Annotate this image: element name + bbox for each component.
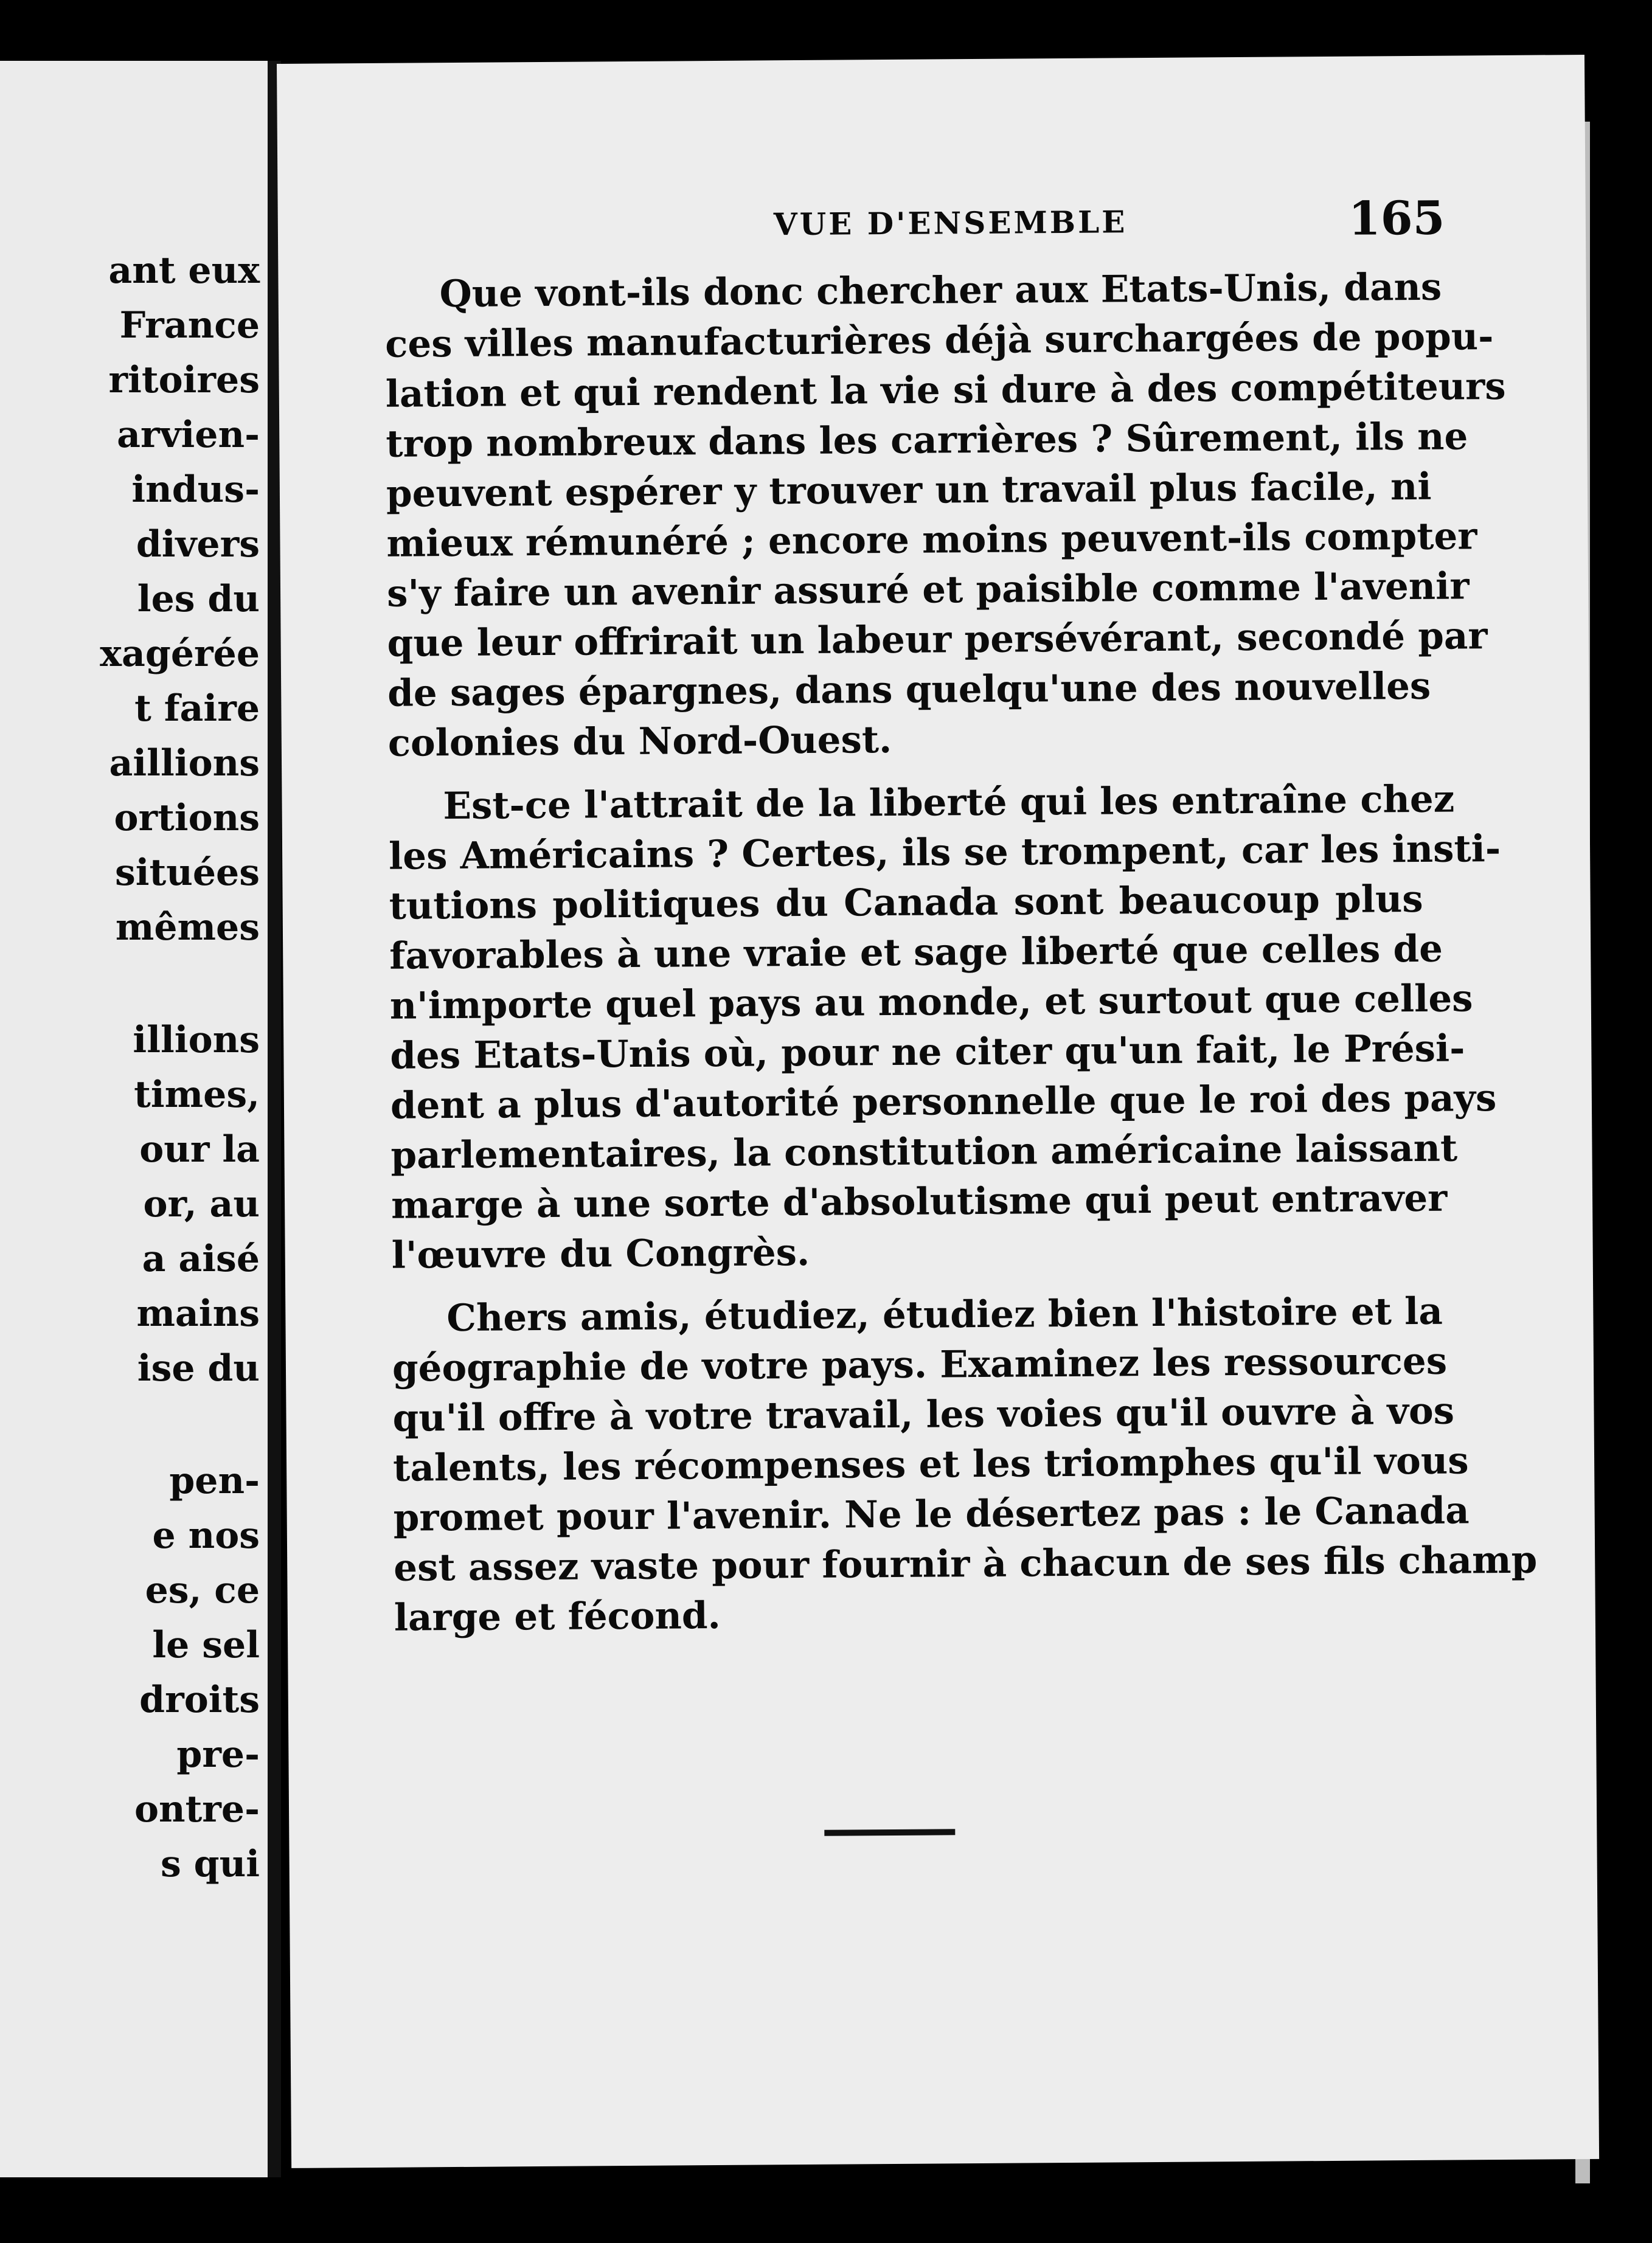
left-page-line: France xyxy=(119,304,260,347)
left-page-line: pre- xyxy=(176,1733,260,1776)
left-page-line: a aisé xyxy=(142,1238,260,1280)
left-page-line: es, ce xyxy=(145,1569,260,1612)
right-page xyxy=(277,55,1599,2168)
left-page-line: ontre- xyxy=(134,1788,260,1831)
body-line: qu'il offre à votre travail, les voies qu'il ouvre à vos xyxy=(392,1389,1455,1440)
body-line: tutions politiques du Canada sont beaucoup plus xyxy=(389,877,1423,928)
body-line: peuvent espérer y trouver un travail plus facile, ni xyxy=(386,465,1432,516)
left-page-line: arvien- xyxy=(117,414,260,456)
left-page-line: ise du xyxy=(137,1347,260,1390)
left-page-line: le sel xyxy=(152,1624,260,1666)
left-facing-page xyxy=(0,61,271,2177)
body-line: des Etats-Unis où, pour ne citer qu'un fait, le Prési- xyxy=(390,1027,1465,1078)
left-page-line: our la xyxy=(139,1128,260,1171)
body-line: lation et qui rendent la vie si dure à des compétiteurs xyxy=(385,364,1506,416)
left-page-line: mains xyxy=(136,1292,260,1335)
left-page-line: ant eux xyxy=(108,249,260,292)
left-page-line: t faire xyxy=(134,687,260,730)
body-line: parlementaires, la constitution américaine laissant xyxy=(390,1126,1458,1177)
left-page-line: or, au xyxy=(143,1183,260,1226)
running-head: VUE D'ENSEMBLE xyxy=(773,204,1128,243)
body-line: que leur offrirait un labeur persévérant, secondé par xyxy=(387,614,1488,665)
body-line: s'y faire un avenir assuré et paisible comme l'avenir xyxy=(386,564,1470,615)
left-page-line: illions xyxy=(133,1019,260,1061)
left-page-line: ritoires xyxy=(108,359,260,401)
left-page-line: times, xyxy=(134,1073,260,1116)
body-line: est assez vaste pour fournir à chacun de ses fils champ xyxy=(394,1538,1538,1590)
body-line: mieux rémunéré ; encore moins peuvent-ils compter xyxy=(386,515,1477,566)
left-page-line: ortions xyxy=(114,797,260,839)
left-page-line: droits xyxy=(139,1679,260,1721)
body-line: promet pour l'avenir. Ne le désertez pas : le Canada xyxy=(393,1489,1470,1540)
body-line: n'importe quel pays au monde, et surtout que celles xyxy=(389,977,1473,1028)
left-page-line: les du xyxy=(137,578,260,620)
body-line: l'œuvre du Congrès. xyxy=(391,1230,810,1277)
body-line: large et fécond. xyxy=(394,1593,721,1640)
left-page-line: divers xyxy=(136,523,260,566)
left-page-line: aillions xyxy=(109,742,260,785)
body-line: ces villes manufacturières déjà surchargées de popu- xyxy=(384,315,1494,366)
left-page-line: indus- xyxy=(131,468,260,511)
body-line: trop nombreux dans les carrières ? Sûrement, ils ne xyxy=(386,415,1468,466)
end-rule xyxy=(824,1829,955,1836)
body-line: Est-ce l'attrait de la liberté qui les entraîne chez xyxy=(443,777,1455,828)
left-page-line: mêmes xyxy=(115,906,260,949)
page-number: 165 xyxy=(1348,190,1445,246)
body-line: Chers amis, étudiez, étudiez bien l'histoire et la xyxy=(446,1289,1443,1340)
body-line: favorables à une vraie et sage liberté que celles de xyxy=(389,927,1443,978)
body-line: de sages épargnes, dans quelqu'une des nouvelles xyxy=(387,664,1431,715)
left-page-line: situées xyxy=(114,851,260,894)
left-page-line: e nos xyxy=(152,1514,260,1557)
left-page-line: s qui xyxy=(160,1843,260,1885)
body-line: dent a plus d'autorité personnelle que le roi des pays xyxy=(390,1076,1497,1128)
body-line: colonies du Nord-Ouest. xyxy=(387,718,892,765)
body-line: Que vont-ils donc chercher aux Etats-Unis, dans xyxy=(439,265,1442,316)
left-page-line: xagérée xyxy=(100,633,260,675)
body-line: géographie de votre pays. Examinez les ressources xyxy=(392,1339,1448,1390)
body-line: talents, les récompenses et les triomphes qu'il vous xyxy=(392,1439,1469,1490)
left-page-line: pen- xyxy=(169,1460,260,1502)
body-line: les Américains ? Certes, ils se trompent, car les insti- xyxy=(388,827,1501,878)
body-line: marge à une sorte d'absolutisme qui peut entraver xyxy=(390,1176,1448,1227)
